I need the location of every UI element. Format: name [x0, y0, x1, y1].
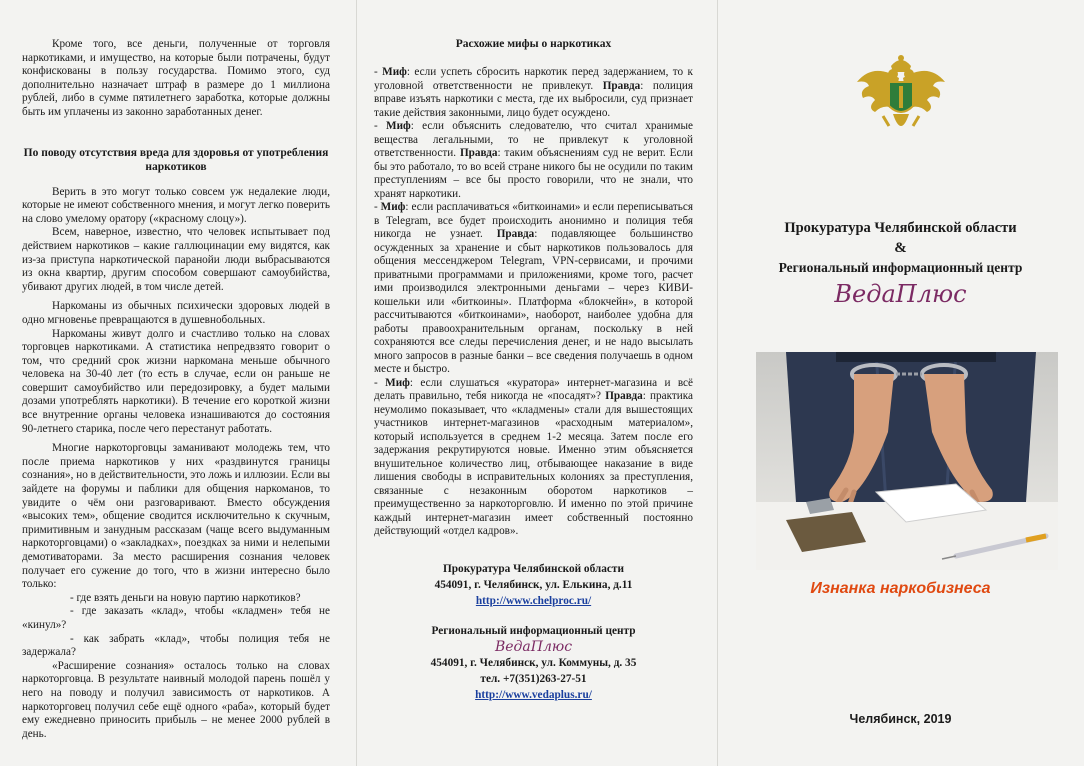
truth-label: Правда: [496, 228, 535, 240]
paragraph: «Расширение сознания» осталось только на словах наркоторговца. В результате наивный молодой парень пошёл у него на поводу и получил зависимость от наркотиков. А наркоторговец получил себе ещё одного «раба», который будет ему ежедневно приносить прибыль – не менее 2000 рублей в день.: [22, 659, 330, 740]
myths-heading: Расхожие мифы о наркотиках: [455, 38, 612, 50]
myth-label: Миф: [386, 120, 411, 132]
truth-label: Правда: [602, 79, 641, 92]
contact-block-prosecutor: [374, 561, 693, 609]
contact-phone: тел. +7(351)263-27-51: [480, 672, 587, 685]
contact-org-name: Региональный информационный центр: [431, 624, 636, 637]
ampersand: &: [894, 240, 907, 256]
org-title-prosecutor: Прокуратура Челябинской области: [784, 220, 1017, 236]
contact-block-center: [374, 623, 693, 703]
truth-label: Правда: [605, 390, 643, 402]
paragraph: Кроме того, все деньги, полученные от торговля наркотиками, и имущество, на которые были потрачены, будут конфискованы в пользу государства. Помимо этого, суд дополнительно назначает штраф в размере до 1 миллиона рублей, либо в сумме пятилетнего заработка, которые должны быть им уплачены из законно заработанных денег.: [22, 38, 330, 118]
paragraph: Наркоманы живут долго и счастливо только на словах торговцев наркотиками. А статистика непредвзято говорит о том, что средний срок жизни наркомана меньше обычного человека на 30-40 лет (то есть в случае, если он раньше не совершит самоубийство или передозировку, а будет малыми дозами употреблять наркотики). В течение его короткой жизни все внутренние органы человека изнашиваются до состояния 90-летнего старика, после чего перестанут работать.: [22, 327, 330, 435]
contact-org-name: Прокуратура Челябинской области: [442, 562, 624, 575]
left-panel: [0, 0, 356, 766]
question-item: - как забрать «клад», чтобы полиция тебя не задержала?: [22, 632, 330, 659]
paragraph: Наркоманы из обычных психически здоровых людей в одно мгновенье превращаются в душевнобольных.: [22, 300, 330, 326]
paragraph: Многие наркоторговцы заманивают молодежь тем, что после приема наркотиков у них «раздвинутся границы сознания», но в действительности, это ложь и иллюзии. Если вы зайдете на форумы и паблики для общения наркоманов, то увидите о чём они разговаривают. Вместо обсуждения «высоких тем», общение сводится исключительно к скучным, примитивным и занудным рассказам (чаще всего выдуманным наркоторговцами) о «закладках», поездках за ними и нелепыми демотиваторами. За место расширения сознания человек получает его сужение до того, что в жизни интересно было только:: [22, 442, 331, 591]
paragraph: Всем, наверное, известно, что человек испытывает под действием наркотиков – какие галлюцинации ему видятся, как из-за приступа наркотической паранойи люди выбрасываются из окна квартир, другим способом совершают самоубийства, убивают других людей, в том числе детей.: [22, 226, 330, 293]
middle-panel: [356, 0, 717, 766]
myth-item: - Миф: если объяснить следователю, что считал хранимые вещества легальными, то не привлекут к уголовной ответственности. Правда: таким объяснениям суд не верит. Если бы это работало, то во всей стране никого бы не осудили по таким преступлениям – все бы просто говорили, что не знали, что хранят наркотики.: [374, 120, 693, 200]
myth-label: Миф: [380, 201, 406, 213]
contact-link[interactable]: http://www.vedaplus.ru/: [475, 688, 592, 701]
contact-address: 454091, г. Челябинск, ул. Елькина, д.11: [434, 578, 633, 591]
city-year: Челябинск, 2019: [849, 712, 952, 726]
section-heading: По поводу отсутствия вреда для здоровья от употребления наркотиков: [23, 146, 329, 173]
contact-link[interactable]: http://www.chelproc.ru/: [475, 594, 592, 607]
myth-label: Миф: [382, 66, 407, 78]
org-title-center: Региональный информационный центр: [778, 260, 1023, 275]
brand-logo-text: ВедаПлюс: [834, 280, 967, 308]
myth-item: - Миф: если успеть сбросить наркотик перед задержанием, то к уголовной ответственности не привлекут. Правда: полиция вправе изъять наркотики с места, где их выбросили, суд признает такие действия законными, лицо будет осуждено.: [374, 66, 693, 119]
handcuffed-hands-photo: [756, 352, 1058, 570]
question-item: - где заказать «клад», чтобы «кладмен» тебя не «кинул»?: [22, 605, 330, 631]
paragraph: Верить в это могут только совсем уж недалекие люди, которые не имеют собственного мнения, и могут легко поверить на слово умелому оратору («красному слоцу»).: [22, 185, 330, 225]
question-item: - где взять деньги на новую партию наркотиков?: [70, 591, 301, 604]
prosecutor-emblem-icon: [853, 52, 949, 142]
myth-label: Миф: [385, 376, 410, 389]
myth-item: - Миф: если слушаться «куратора» интернет-магазина и всё делать правильно, тебя никогда не «посадят»? Правда: практика неумолимо показывает, что «кладмены» стали для вышестоящих участников интернет-магазинов «расходным материалом», который используется в среднем 1-2 месяца. Затем после его задержания рекрутируются новые. Именно этим объясняется внушительное количество лиц, отбывающее наказание в виде лишения свободы в исправительных колониях за преступления, связанные с незаконным оборотом наркотиков – преимущественно за наркоторговлю. И именно по этой причине каждый интернет-магазин имеет собственный постоянно действующий «отдел кадров».: [374, 376, 693, 537]
contact-address: 454091, г. Челябинск, ул. Коммуны, д. 35: [430, 656, 637, 669]
truth-label: Правда: [459, 147, 498, 159]
myth-item: - Миф: если расплачиваться «биткоинами» и если переписываться в Telegram, все будет происходить анонимно и полиция тебя никогда не узнает. Правда: подавляющее большинство осужденных за хранение и сбыт наркотиков пользовалось для общения мессенджером Telegram, VPN-сервисами, и прочими приватными программами и приложениями, кроме того, расчет ими производился электронными деньгами – через КИВИ-кошельки или «биткоины». Платформа «блокчейн», в которой рассчитываются «биткоинами», наоборот, наиболее удобна для работы правоохранительным органам, поскольку в ней сохраняются все следы перечисления денег, и не надо высылать много запросов в разные банки – все сведения получаешь в одном месте и быстро.: [374, 201, 694, 375]
brochure-title: Изнанка наркобизнеса: [810, 580, 991, 597]
brand-name: ВедаПлюс: [494, 638, 573, 655]
